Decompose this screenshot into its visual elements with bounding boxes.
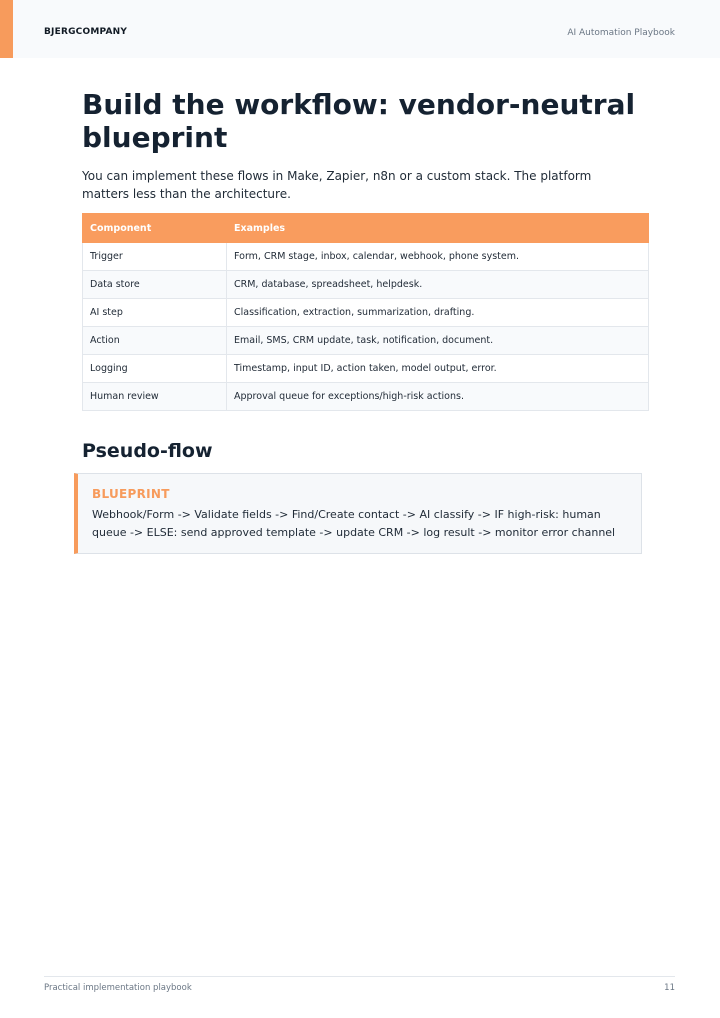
table-header-row (83, 214, 649, 243)
table-row (83, 355, 649, 383)
column-header-examples: Examples (227, 214, 649, 243)
document-title: AI Automation Playbook (567, 28, 675, 38)
brand-name: BJERGCOMPANY (44, 27, 128, 37)
component-cell: Logging (83, 355, 227, 383)
page-header (0, 0, 720, 58)
table-row (83, 327, 649, 355)
component-cell: Data store (83, 271, 227, 299)
component-cell: Trigger (83, 243, 227, 271)
components-table (82, 213, 649, 411)
intro-paragraph: You can implement these flows in Make, Zapier, n8n or a custom stack. The platform matters less than the architecture. (82, 169, 592, 201)
table-row (83, 271, 649, 299)
footer-divider (44, 976, 675, 977)
examples-cell: Form, CRM stage, inbox, calendar, webhook, phone system. (227, 243, 649, 271)
table-row (83, 383, 649, 411)
table-row (83, 243, 649, 271)
component-cell: Human review (83, 383, 227, 411)
blueprint-callout (74, 473, 642, 554)
examples-cell: CRM, database, spreadsheet, helpdesk. (227, 271, 649, 299)
examples-cell: Timestamp, input ID, action taken, model output, error. (227, 355, 649, 383)
section-heading: Pseudo-flow (82, 440, 213, 462)
component-cell: AI step (83, 299, 227, 327)
footer-text: Practical implementation playbook (44, 983, 192, 993)
accent-bar (0, 0, 13, 58)
examples-cell: Classification, extraction, summarization, drafting. (227, 299, 649, 327)
component-cell: Action (83, 327, 227, 355)
callout-text: Webhook/Form -> Validate fields -> Find/Create contact -> AI classify -> IF high-risk: human queue -> ELSE: send approved template -> update CRM -> log result -> monitor error channel (92, 508, 616, 539)
page-number: 11 (664, 983, 675, 993)
callout-label: BLUEPRINT (92, 487, 170, 501)
examples-cell: Email, SMS, CRM update, task, notification, document. (227, 327, 649, 355)
column-header-component: Component (83, 214, 227, 243)
table-row (83, 299, 649, 327)
examples-cell: Approval queue for exceptions/high-risk actions. (227, 383, 649, 411)
page-title: Build the workflow: vendor-neutral blueprint (82, 88, 636, 154)
